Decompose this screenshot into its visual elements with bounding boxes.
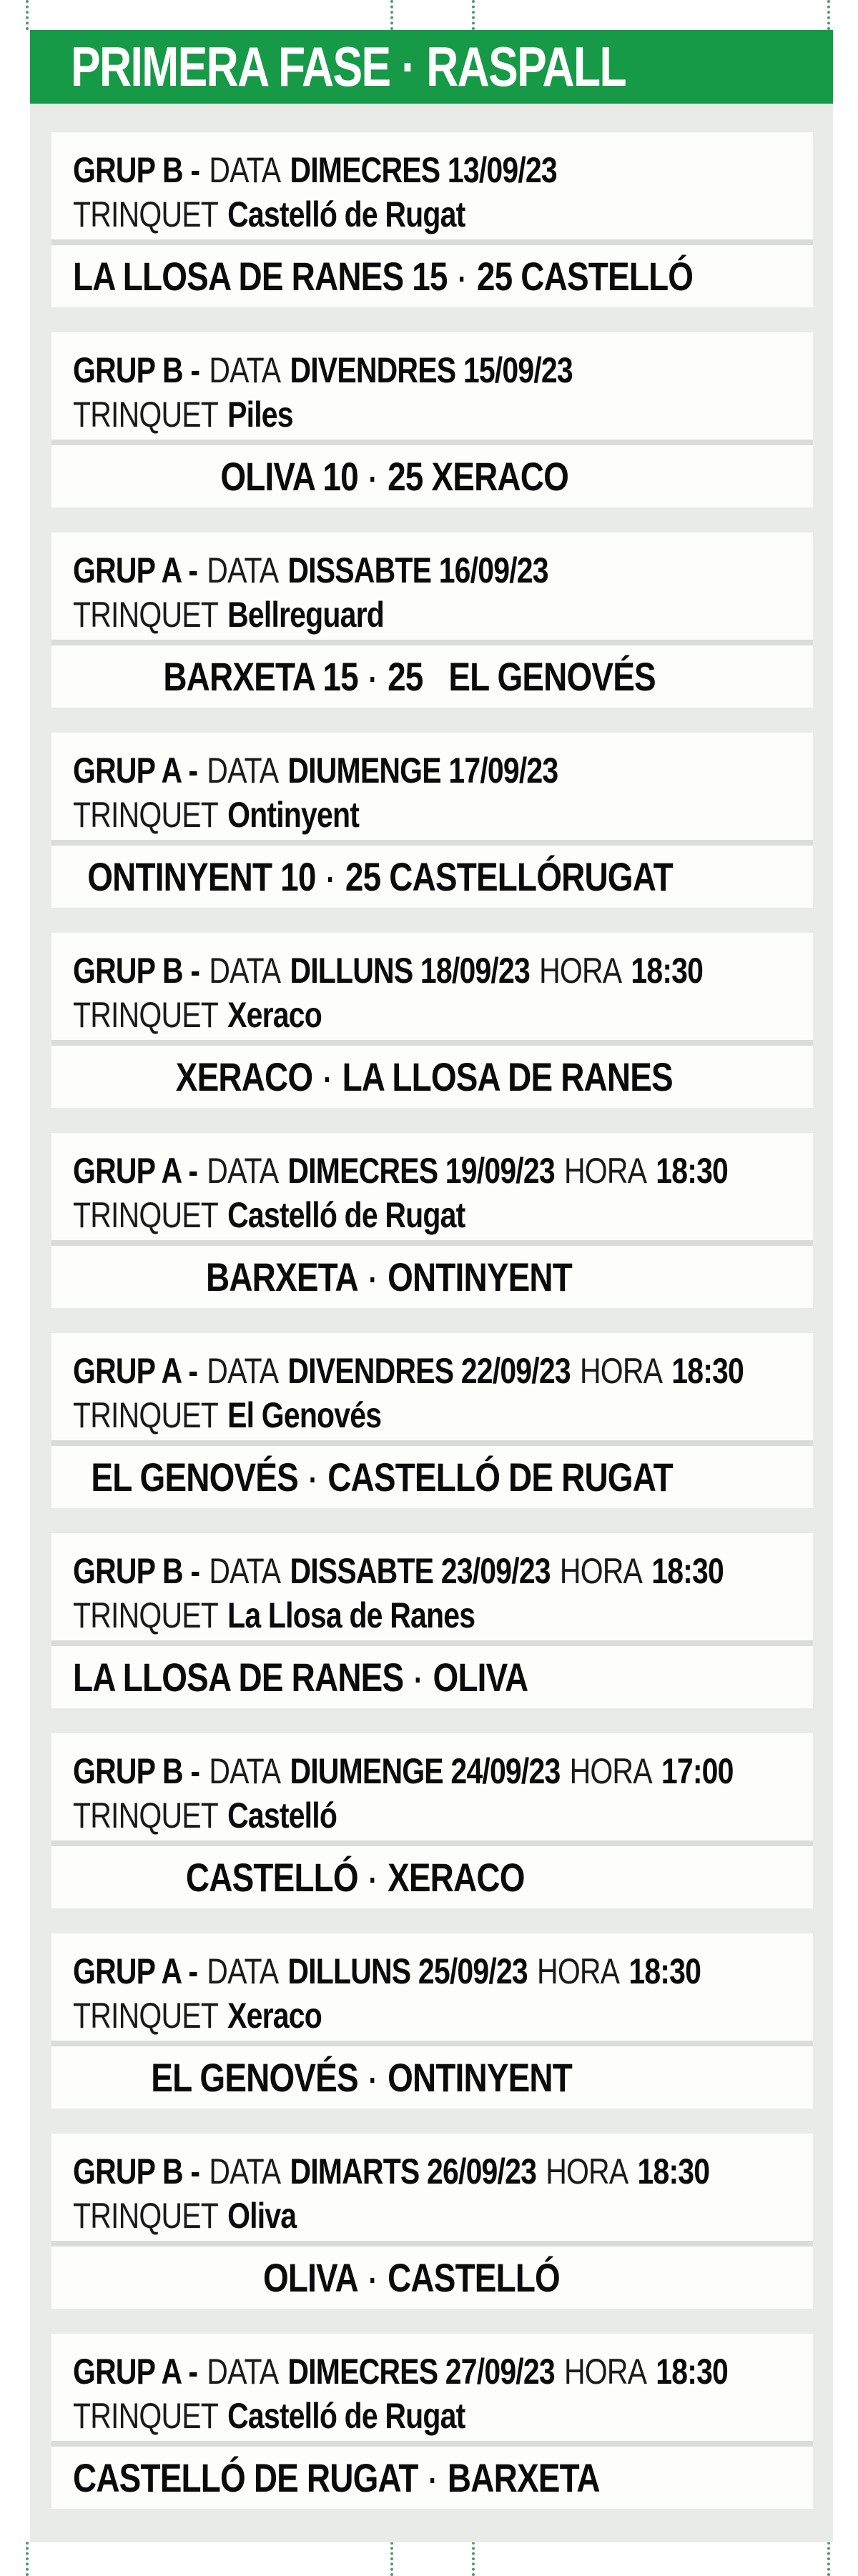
match-venue: Xeraco [227, 1996, 322, 2036]
card-divider [51, 2441, 813, 2447]
match-result [51, 2447, 813, 2509]
match-meta-line [73, 348, 804, 392]
trinquet-label: TRINQUET [73, 194, 218, 234]
match-result [51, 445, 813, 507]
fixtures-panel [30, 104, 833, 2542]
data-label: DATA [209, 951, 281, 991]
trinquet-label: TRINQUET [73, 1996, 218, 2036]
trinquet-label: TRINQUET [73, 2196, 218, 2236]
data-label: DATA [207, 550, 279, 590]
match-time: 18:30 [656, 1151, 729, 1191]
match-info [51, 933, 813, 1040]
match-venue: Bellreguard [227, 595, 384, 635]
result-row [73, 2054, 673, 2101]
home-team: LA LLOSA DE RANES [73, 1655, 404, 1700]
crop-mark [390, 2542, 393, 2576]
hora-label: HORA [559, 1551, 643, 1591]
match-info [51, 532, 813, 640]
crop-mark [827, 2542, 830, 2576]
match-info [51, 132, 813, 239]
match-venue: Xeraco [227, 995, 322, 1035]
match-meta-line [73, 548, 804, 593]
data-label: DATA [209, 1551, 281, 1591]
match-info [51, 1733, 813, 1841]
result-row [73, 1054, 673, 1100]
match-result [51, 645, 813, 708]
match-venue: La Llosa de Ranes [227, 1595, 475, 1635]
score-separator-dot: · [368, 460, 378, 497]
card-divider [51, 1240, 813, 1246]
match-info [51, 733, 813, 840]
away-team: ONTINYENT [388, 2055, 573, 2100]
match-group: GRUP B - [73, 1551, 200, 1591]
score-separator-dot: · [323, 1061, 332, 1098]
match-meta-line [73, 748, 804, 793]
section-header [30, 30, 833, 104]
match-info [51, 2334, 813, 2441]
match-info [51, 332, 813, 440]
data-label: DATA [209, 1751, 281, 1791]
data-label: DATA [209, 150, 281, 190]
venue-line [73, 1193, 804, 1237]
result-row [73, 2454, 673, 2501]
match-info [51, 1533, 813, 1640]
match-card [51, 132, 813, 307]
match-result [51, 1646, 813, 1708]
match-group: GRUP A - [73, 1351, 198, 1391]
venue-line [73, 1993, 804, 2038]
trinquet-label: TRINQUET [73, 395, 218, 435]
match-card [51, 1333, 813, 1508]
home-team: BARXETA [205, 1254, 358, 1299]
away-team: 25 EL GENOVÉS [388, 654, 656, 699]
result-row [73, 1854, 673, 1901]
match-group: GRUP A - [73, 750, 198, 791]
match-time: 17:00 [661, 1751, 734, 1791]
data-label: DATA [207, 1951, 279, 1991]
match-card [51, 933, 813, 1108]
card-divider [51, 840, 813, 846]
result-row [73, 853, 673, 900]
score-separator-dot: · [308, 1461, 317, 1498]
match-meta-line [73, 148, 804, 192]
match-group: GRUP B - [73, 2151, 200, 2191]
score-separator-dot: · [428, 2462, 438, 2499]
match-result [51, 1846, 813, 1908]
match-venue: Castelló [227, 1795, 337, 1836]
score-separator-dot: · [458, 260, 467, 297]
data-label: DATA [209, 2151, 281, 2191]
data-label: DATA [207, 2352, 279, 2392]
home-team: ONTINYENT 10 [87, 854, 316, 899]
result-row [73, 653, 673, 700]
match-meta-line [73, 2149, 804, 2194]
match-date: DILLUNS 25/09/23 [287, 1951, 528, 1991]
page-title: PRIMERA FASE · RASPALL [71, 35, 626, 98]
trinquet-label: TRINQUET [73, 595, 218, 635]
match-meta-line [73, 2349, 804, 2394]
card-divider [51, 2041, 813, 2046]
match-meta-line [73, 1149, 804, 1193]
home-team: XERACO [175, 1054, 313, 1099]
match-venue: Castelló de Rugat [227, 1195, 465, 1235]
match-time: 18:30 [637, 2151, 710, 2191]
score-separator-dot: · [368, 2061, 378, 2099]
match-group: GRUP B - [73, 150, 200, 190]
score-separator-dot: · [368, 660, 378, 698]
match-info [51, 2134, 813, 2241]
result-row [73, 1454, 673, 1500]
match-group: GRUP B - [73, 1751, 200, 1791]
venue-line [73, 2194, 804, 2238]
result-row [73, 453, 673, 500]
away-team: XERACO [388, 1855, 525, 1900]
match-date: DIMECRES 27/09/23 [287, 2352, 555, 2392]
match-venue: Ontinyent [227, 795, 360, 835]
match-result [51, 2246, 813, 2309]
score-separator-dot: · [368, 1261, 378, 1298]
away-team: BARXETA [447, 2455, 600, 2500]
home-team: CASTELLÓ [185, 1855, 358, 1900]
venue-line [73, 1793, 804, 1838]
data-label: DATA [207, 750, 279, 791]
card-divider [51, 1640, 813, 1646]
match-group: GRUP A - [73, 1151, 198, 1191]
match-result [51, 1046, 813, 1108]
card-divider [51, 2241, 813, 2246]
match-card [51, 1533, 813, 1708]
card-divider [51, 440, 813, 445]
home-team: EL GENOVÉS [151, 2055, 358, 2100]
match-meta-line [73, 1749, 804, 1793]
match-result [51, 1446, 813, 1508]
match-group: GRUP A - [73, 1951, 198, 1991]
hora-label: HORA [579, 1351, 663, 1391]
score-separator-dot: · [368, 1861, 378, 1898]
away-team: 25 CASTELLÓRUGAT [345, 854, 673, 899]
match-card [51, 2334, 813, 2509]
match-result [51, 1246, 813, 1308]
crop-mark [472, 2542, 475, 2576]
match-group: GRUP A - [73, 550, 198, 590]
away-team: 25 CASTELLÓ [476, 254, 694, 299]
match-venue: Castelló de Rugat [227, 194, 465, 234]
match-result [51, 846, 813, 908]
trinquet-label: TRINQUET [73, 1595, 218, 1635]
hora-label: HORA [563, 1151, 647, 1191]
trinquet-label: TRINQUET [73, 1195, 218, 1235]
match-date: DIUMENGE 17/09/23 [287, 750, 558, 791]
match-date: DIUMENGE 24/09/23 [290, 1751, 561, 1791]
match-group: GRUP B - [73, 350, 200, 390]
away-team: CASTELLÓ DE RUGAT [327, 1455, 673, 1500]
match-card [51, 1933, 813, 2109]
match-info [51, 1333, 813, 1440]
away-team: CASTELLÓ [388, 2255, 560, 2300]
venue-line [73, 1393, 804, 1437]
crop-mark [472, 0, 475, 30]
match-date: DIMECRES 19/09/23 [287, 1151, 555, 1191]
crop-mark [827, 0, 830, 30]
match-date: DISSABTE 23/09/23 [290, 1551, 551, 1591]
match-info [51, 1933, 813, 2041]
data-label: DATA [209, 350, 281, 390]
match-meta-line [73, 1949, 804, 1993]
trinquet-label: TRINQUET [73, 995, 218, 1035]
hora-label: HORA [539, 951, 622, 991]
data-label: DATA [207, 1351, 279, 1391]
match-group: GRUP B - [73, 951, 200, 991]
hora-label: HORA [537, 1951, 620, 1991]
match-time: 18:30 [656, 2352, 729, 2392]
match-venue: Castelló de Rugat [227, 2396, 465, 2436]
match-date: DIMARTS 26/09/23 [290, 2151, 537, 2191]
hora-label: HORA [546, 2151, 628, 2191]
score-separator-dot: · [326, 861, 335, 898]
home-team: OLIVA 10 [220, 454, 358, 499]
venue-line [73, 993, 804, 1037]
result-row [73, 1654, 673, 1700]
card-divider [51, 239, 813, 245]
home-team: BARXETA 15 [163, 654, 358, 699]
match-date: DISSABTE 16/09/23 [287, 550, 548, 590]
away-team: OLIVA [433, 1655, 528, 1700]
match-card [51, 532, 813, 708]
trinquet-label: TRINQUET [73, 1795, 218, 1836]
match-card [51, 1133, 813, 1308]
venue-line [73, 2394, 804, 2438]
match-group: GRUP A - [73, 2352, 198, 2392]
venue-line [73, 593, 804, 637]
match-meta-line [73, 1349, 804, 1393]
match-meta-line [73, 1549, 804, 1593]
home-team: EL GENOVÉS [91, 1455, 298, 1500]
match-date: DIMECRES 13/09/23 [290, 150, 557, 190]
match-time: 18:30 [671, 1351, 744, 1391]
match-date: DIVENDRES 15/09/23 [290, 350, 573, 390]
match-time: 18:30 [631, 951, 704, 991]
trinquet-label: TRINQUET [73, 1395, 218, 1435]
away-team: 25 XERACO [388, 454, 568, 499]
away-team: ONTINYENT [388, 1254, 573, 1299]
venue-line [73, 1593, 804, 1638]
match-date: DILLUNS 18/09/23 [290, 951, 530, 991]
card-divider [51, 1440, 813, 1446]
crop-mark [26, 0, 29, 30]
match-venue: El Genovés [227, 1395, 382, 1435]
card-divider [51, 1040, 813, 1046]
score-separator-dot: · [414, 1661, 423, 1698]
venue-line [73, 392, 804, 437]
venue-line [73, 192, 804, 237]
match-card [51, 1733, 813, 1908]
home-team: LA LLOSA DE RANES 15 [73, 254, 448, 299]
hora-label: HORA [569, 1751, 652, 1791]
match-card [51, 2134, 813, 2309]
trinquet-label: TRINQUET [73, 795, 218, 835]
match-venue: Piles [227, 395, 293, 435]
crop-mark [26, 2542, 29, 2576]
match-result [51, 245, 813, 307]
venue-line [73, 793, 804, 837]
home-team: CASTELLÓ DE RUGAT [73, 2455, 418, 2500]
match-meta-line [73, 948, 804, 993]
away-team: LA LLOSA DE RANES [342, 1054, 673, 1099]
match-time: 18:30 [651, 1551, 724, 1591]
match-date: DIVENDRES 22/09/23 [287, 1351, 571, 1391]
card-divider [51, 1841, 813, 1846]
card-divider [51, 640, 813, 645]
data-label: DATA [207, 1151, 279, 1191]
match-venue: Oliva [227, 2196, 297, 2236]
match-info [51, 1133, 813, 1240]
match-card [51, 332, 813, 507]
crop-mark [390, 0, 393, 30]
match-time: 18:30 [628, 1951, 701, 1991]
trinquet-label: TRINQUET [73, 2396, 218, 2436]
result-row [73, 253, 693, 299]
hora-label: HORA [563, 2352, 647, 2392]
match-result [51, 2046, 813, 2109]
result-row [73, 1254, 673, 1300]
result-row [73, 2254, 673, 2301]
score-separator-dot: · [368, 2262, 378, 2299]
match-card [51, 733, 813, 908]
home-team: OLIVA [262, 2255, 358, 2300]
